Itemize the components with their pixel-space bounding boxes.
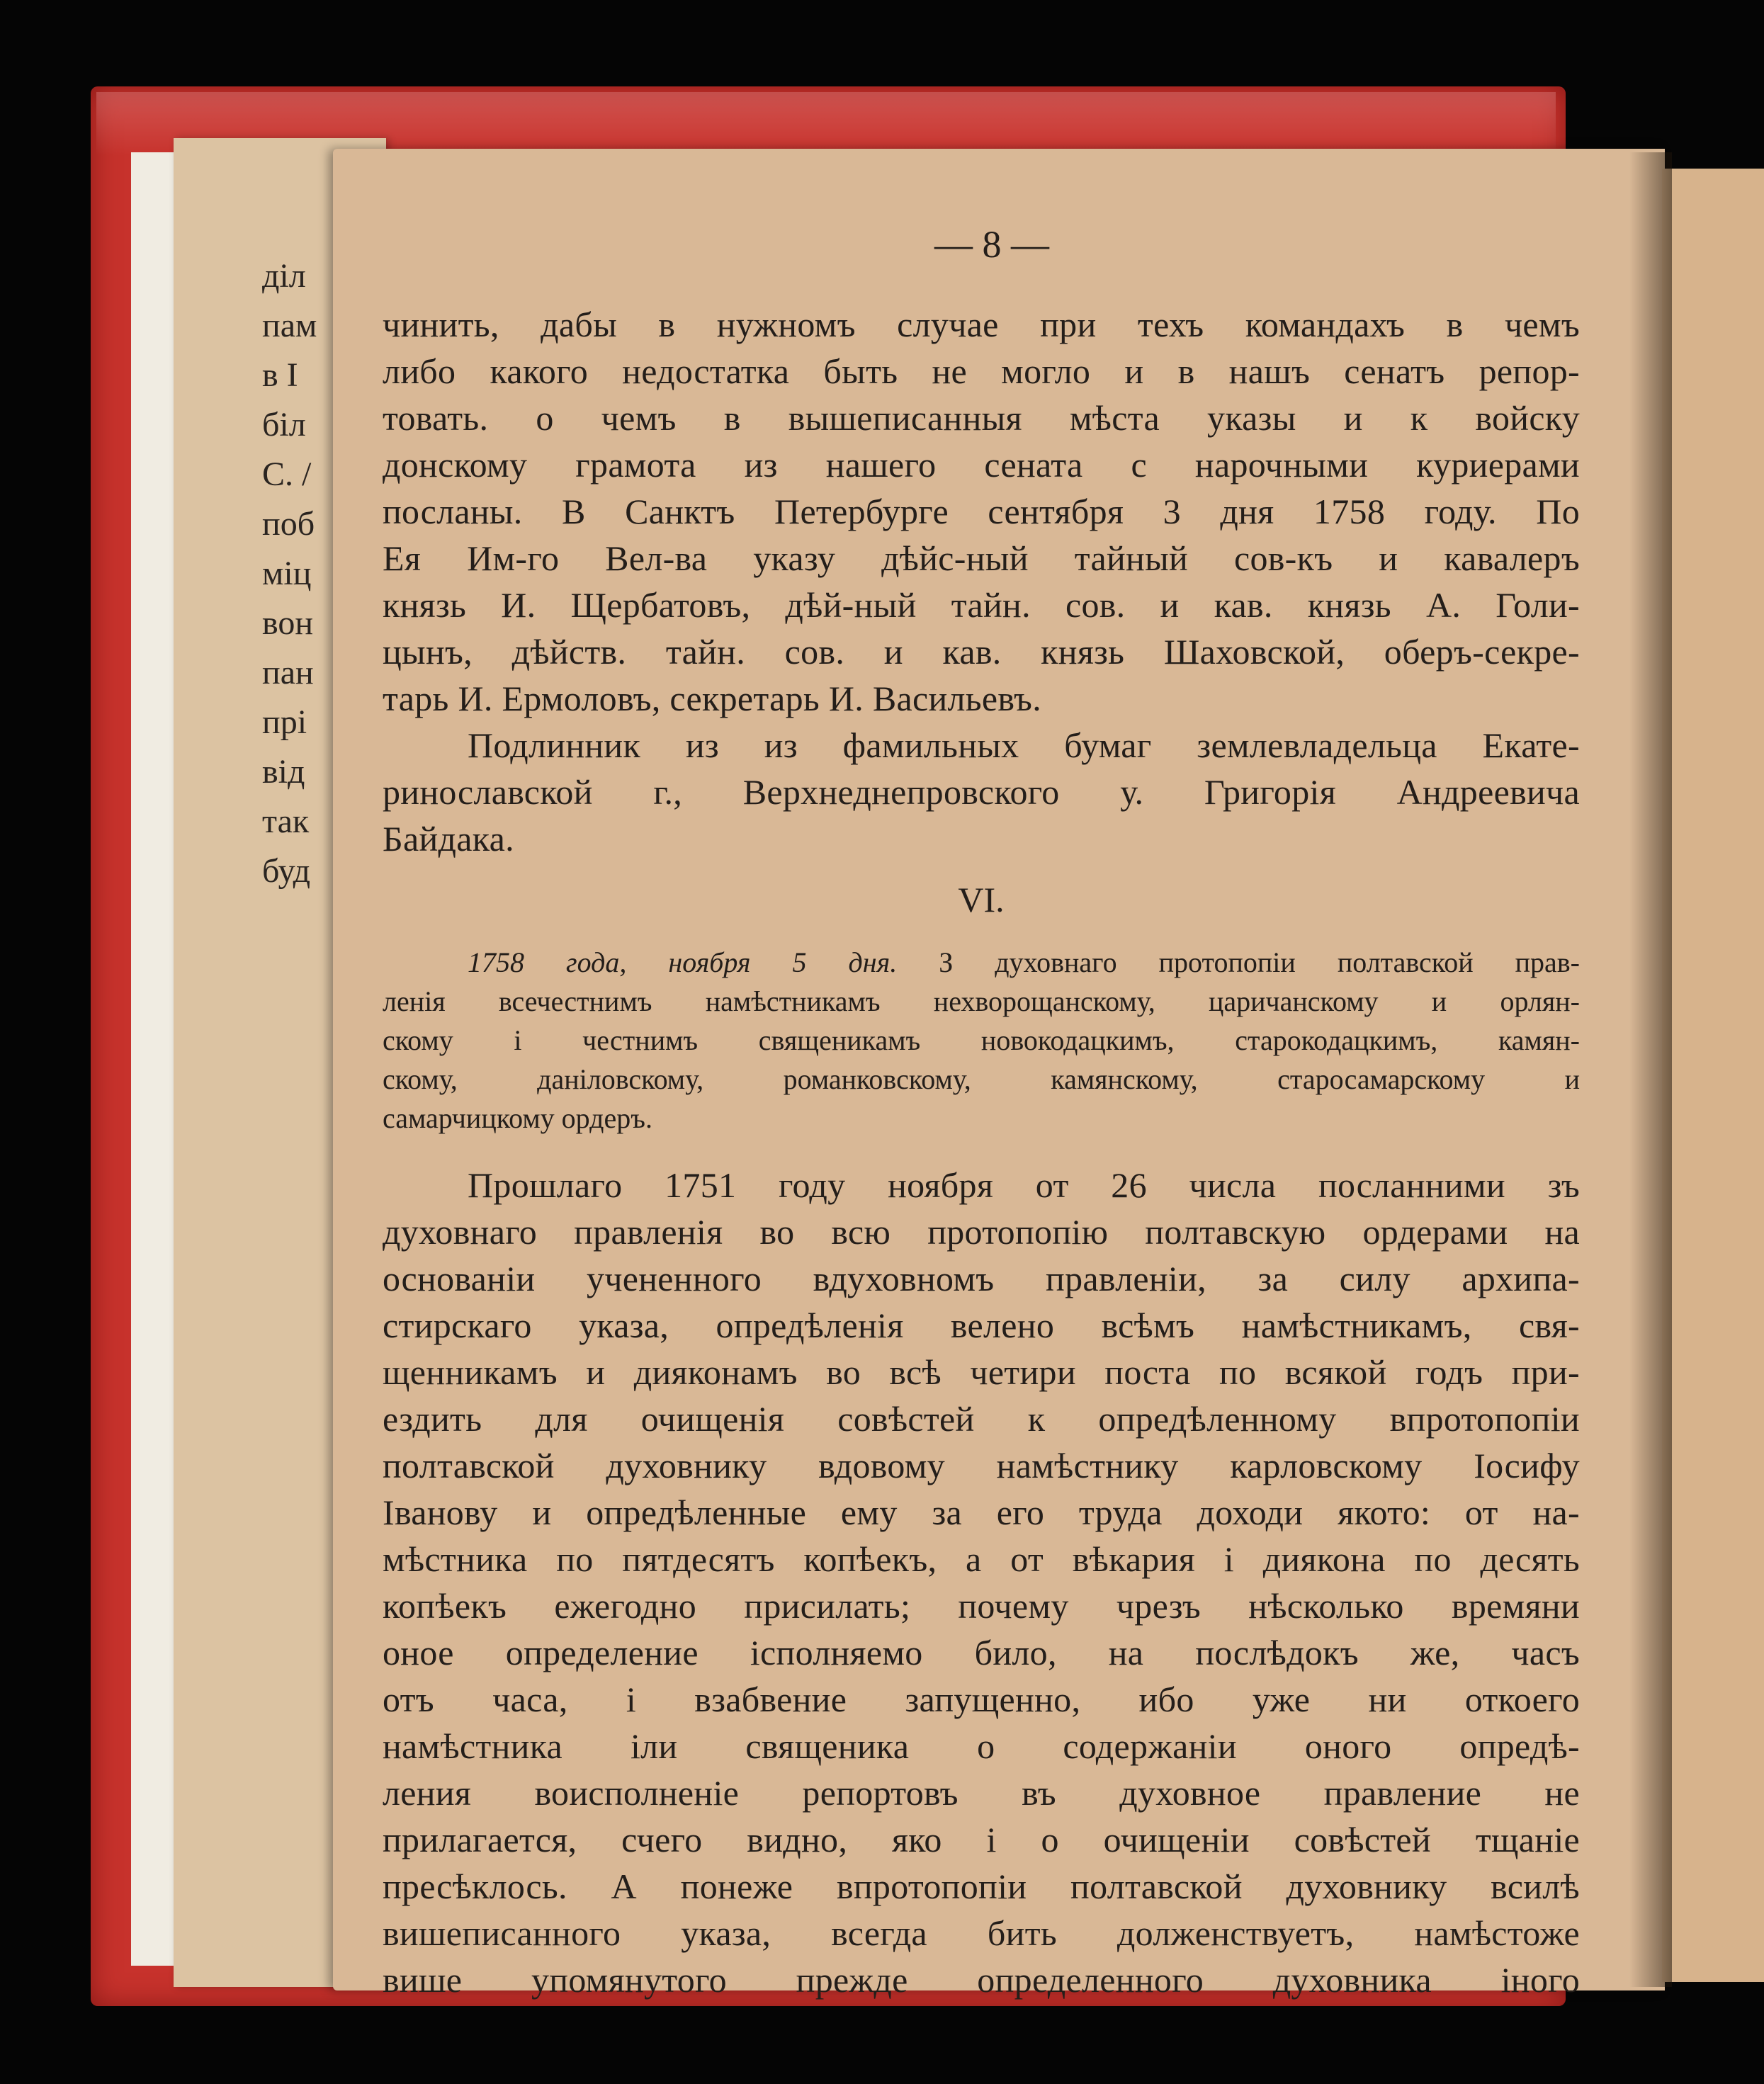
text-line: Прошлаго 1751 году ноября от 26 числа посланними зъ: [468, 1165, 1580, 1205]
page-number: — 8 —: [934, 223, 1049, 266]
text-line: щенникамъ и дияконамъ во всѣ четири поста по всякой годъ при-: [383, 1352, 1580, 1392]
paragraph-order-text: [383, 1162, 1580, 2003]
text-line: чинить, дабы в нужномъ случае при техъ командахъ в чемъ: [383, 305, 1580, 344]
next-page-edge: [1662, 169, 1764, 1982]
fragment-line: пам: [262, 307, 317, 344]
text-line: цынъ, дѣйств. тайн. сов. и кав. князь Шаховской, оберъ-секре-: [383, 632, 1580, 672]
text-line: вишеписанного указа, всегда бить долженствуетъ, намѣстоже: [383, 1913, 1580, 1953]
text-line: прилагается, счего видно, яко і о очищеніи совѣстей тщаніе: [383, 1820, 1580, 1859]
fragment-line: вон: [262, 604, 314, 642]
text-line: основаніи учененного вдуховномъ правленіи, за силу архипа-: [383, 1259, 1580, 1298]
text-line: Подлинник из из фамильных бумаг землевладельца Екате-: [468, 725, 1580, 765]
text-line: отъ часа, і взабвение запущенно, ибо уже ни откоего: [383, 1680, 1580, 1719]
text-line: тарь И. Ермоловъ, секретарь И. Васильевъ.: [383, 679, 1041, 718]
fragment-line: пан: [262, 654, 314, 691]
section-number: VI.: [958, 880, 1005, 919]
text-line: посланы. В Санктъ Петербурге сентября 3 дня 1758 году. По: [383, 492, 1580, 531]
heading-line: самарчицкому ордеръ.: [383, 1102, 652, 1134]
heading-line-rest: З духовнаго протопопіи полтавской прав-: [939, 946, 1580, 978]
fragment-line: буд: [262, 852, 310, 890]
fragment-line: так: [262, 803, 310, 840]
text-line: ринославской г., Верхнеднепровского у. Григорія Андреевича: [383, 772, 1580, 812]
page-text: [383, 216, 1580, 2003]
text-line: Байдака.: [383, 819, 514, 859]
text-line: више упомянутого прежде определенного духовника іного: [383, 1960, 1580, 2000]
fragment-line: С. /: [262, 455, 312, 493]
text-line: донскому грамота из нашего сената с нарочными куриерами: [383, 445, 1580, 485]
document-heading: [383, 943, 1580, 1138]
text-line: копѣекъ ежегодно присилать; почему чрезъ нѣсколько времяни: [383, 1586, 1580, 1626]
fragment-line: від: [262, 753, 305, 791]
paragraph-source-note: [383, 722, 1580, 862]
fragment-line: міц: [262, 555, 312, 592]
text-line: полтавской духовнику вдовому намѣстнику карловскому Іосифу: [383, 1446, 1580, 1485]
fragment-line: діл: [262, 257, 306, 295]
heading-line: скому і честнимъ священикамъ новокодацкимъ, старокодацкимъ, камян-: [383, 1024, 1580, 1056]
heading-date: 1758 года, ноября 5 дня.: [468, 946, 898, 978]
text-line: ездить для очищенія совѣстей к опредѣленному впротопопіи: [383, 1399, 1580, 1439]
text-line: либо какого недостатка быть не могло и в нашъ сенатъ репор-: [383, 351, 1580, 391]
fragment-line: біл: [262, 406, 306, 443]
text-line: товать. о чемъ в вышеписанныя мѣста указы и к войску: [383, 398, 1580, 438]
previous-page-text-fragments: [262, 251, 333, 896]
text-line: князь И. Щербатовъ, дѣй-ный тайн. сов. и кав. князь А. Голи-: [383, 585, 1580, 625]
text-line: стирскаго указа, опредѣленія велено всѣмъ намѣстникамъ, свя-: [383, 1306, 1580, 1345]
heading-line: скому, даніловскому, романковскому, камянскому, старосамарскому и: [383, 1063, 1580, 1095]
heading-line: ленія всечестнимъ намѣстникамъ нехворощанскому, царичанскому и орлян-: [383, 985, 1580, 1017]
spine-shadow: [1629, 152, 1672, 1987]
text-line: духовнаго правленія во всю протопопію полтавскую ордерами на: [383, 1212, 1580, 1252]
fragment-line: поб: [262, 505, 315, 543]
heading-line: [383, 943, 1580, 982]
text-line: Іванову и опредѣленные ему за его труда доходи якото: от на-: [383, 1493, 1580, 1532]
text-line: ления воисполненіе репортовъ въ духовное правление не: [383, 1773, 1580, 1813]
fragment-line: прі: [262, 703, 307, 741]
text-line: намѣстника іли священика о содержаніи оного опредѣ-: [383, 1726, 1580, 1766]
text-line: Ея Им-го Вел-ва указу дѣйс-ный тайный сов-къ и кавалеръ: [383, 538, 1580, 578]
text-line: мѣстника по пятдесятъ копѣекъ, а от вѣкария і диякона по десять: [383, 1539, 1580, 1579]
text-line: оное определение ісполняемо било, на послѣдокъ же, часъ: [383, 1633, 1580, 1672]
paragraph-decree-ending: [383, 301, 1580, 722]
text-line: пресѣклось. А понеже впротопопіи полтавской духовнику всилѣ: [383, 1867, 1580, 1906]
fragment-line: в І: [262, 356, 298, 394]
